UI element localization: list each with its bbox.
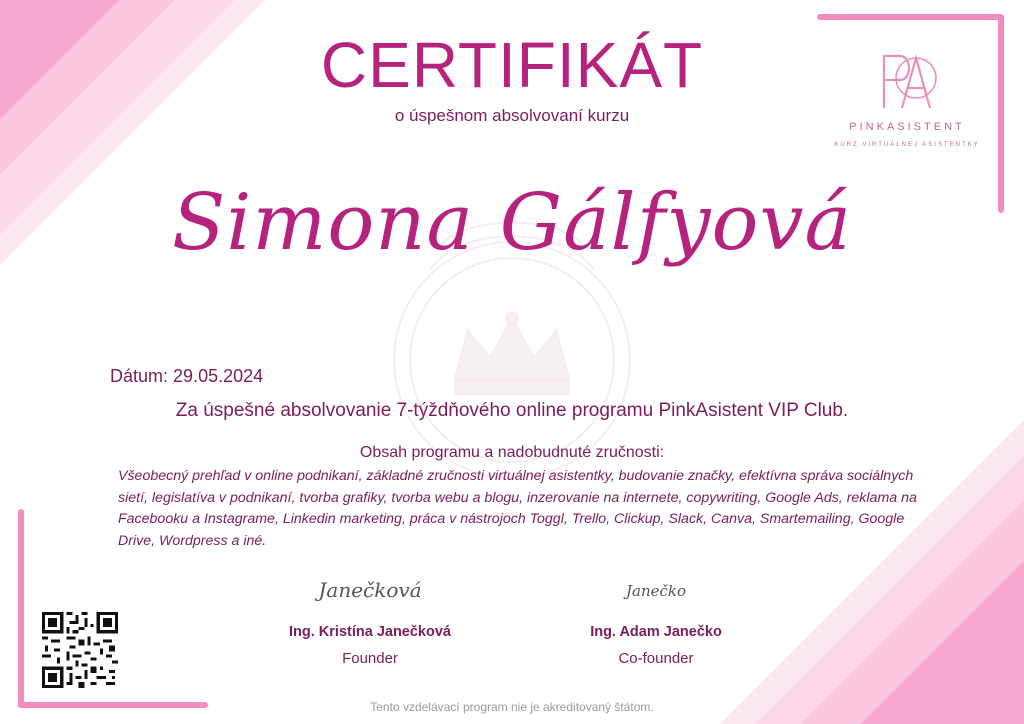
completion-statement: Za úspešné absolvovanie 7-týždňového online programu PinkAsistent VIP Club. <box>175 400 849 421</box>
pa-monogram-icon <box>872 50 942 112</box>
pinkasistent-logo <box>822 50 992 150</box>
signature-founder <box>240 578 500 667</box>
signatory-role: Founder <box>342 650 398 667</box>
signature-script: Janečko <box>625 582 686 600</box>
logo-tagline: KURZ VIRTUÁLNEJ ASISTENTKY <box>834 142 980 148</box>
recipient-name: Simona Gálfyová <box>171 178 853 268</box>
date-value: 29.05.2024 <box>173 366 264 386</box>
date-row <box>110 366 263 387</box>
certificate-title: CERTIFIKÁT <box>320 29 704 101</box>
signature-cofounder <box>526 578 786 667</box>
date-label: Dátum: <box>110 366 169 386</box>
certificate-subtitle: o úspešnom absolvovaní kurzu <box>394 106 630 125</box>
signatory-role: Co-founder <box>618 650 694 667</box>
program-heading: Obsah programu a nadobudnuté zručnosti: <box>359 444 665 461</box>
signatory-name: Ing. Kristína Janečková <box>289 624 451 640</box>
signatory-name: Ing. Adam Janečko <box>590 624 722 640</box>
qr-code[interactable] <box>42 612 118 688</box>
logo-brand: PINKASISTENT <box>849 121 965 133</box>
program-body: Všeobecný prehľad v online podnikaní, základné zručnosti virtuálnej asistentky, budovanie značky, efektívna správa sociálnych sietí, legislatíva v podnikaní, tvorba grafiky, tvorba webu a blogu, inzerovanie na internete, copywriting, Google Ads, reklama na Facebooku a Instagrame, Linkedin marketing, práca v nástrojoch Toggl, Trello, Clickup, Slack, Canva, Smartemailing, Google Drive, Wordpress a iné. <box>118 468 917 549</box>
accreditation-note: Tento vzdelávací program nie je akreditovaný štátom. <box>370 700 654 714</box>
signature-script: Janečková <box>318 578 422 602</box>
